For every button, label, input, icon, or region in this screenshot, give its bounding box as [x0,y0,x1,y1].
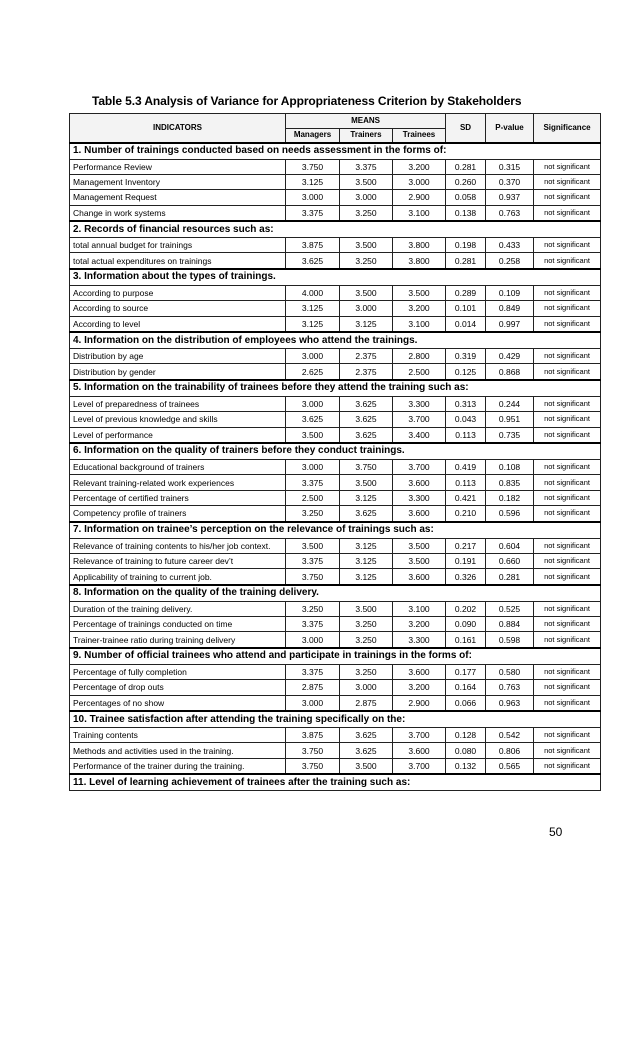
sd-cell: 0.421 [446,490,486,505]
section-title: 2. Records of financial resources such as: [70,221,601,238]
managers-mean-cell: 3.625 [286,253,340,269]
table-row [70,553,601,568]
trainers-mean-cell: 3.500 [340,758,393,774]
trainers-mean-cell: 3.375 [340,159,393,174]
significance-cell: not significant [534,680,601,695]
p-value-cell: 0.580 [486,664,534,679]
trainees-mean-cell: 3.200 [393,159,446,174]
sd-cell: 0.319 [446,349,486,364]
table-row [70,253,601,269]
table-row [70,285,601,300]
trainees-mean-cell: 3.700 [393,758,446,774]
table-row [70,617,601,632]
p-value-cell: 0.660 [486,553,534,568]
indicator-cell: Distribution by gender [70,364,286,380]
section-row [70,143,601,160]
managers-mean-cell: 3.375 [286,475,340,490]
indicator-cell: Percentage of trainings conducted on time [70,617,286,632]
p-value-cell: 0.763 [486,680,534,695]
trainers-mean-cell: 3.125 [340,316,393,332]
significance-cell: not significant [534,349,601,364]
sd-cell: 0.128 [446,728,486,743]
indicator-cell: total actual expenditures on trainings [70,253,286,269]
sd-cell: 0.113 [446,427,486,443]
significance-cell: not significant [534,427,601,443]
sd-cell: 0.326 [446,569,486,585]
managers-mean-cell: 3.250 [286,506,340,522]
indicator-cell: Applicability of training to current job. [70,569,286,585]
trainees-mean-cell: 3.700 [393,459,446,474]
trainers-mean-cell: 3.500 [340,238,393,253]
significance-cell: not significant [534,617,601,632]
significance-cell: not significant [534,553,601,568]
section-title: 8. Information on the quality of the training delivery. [70,585,601,602]
sd-cell: 0.058 [446,190,486,205]
trainees-mean-cell: 3.300 [393,490,446,505]
managers-mean-cell: 3.000 [286,459,340,474]
section-title: 5. Information on the trainability of trainees before they attend the training such as: [70,380,601,397]
managers-mean-cell: 3.250 [286,601,340,616]
managers-mean-cell: 3.125 [286,301,340,316]
significance-cell: not significant [534,490,601,505]
trainers-mean-cell: 3.500 [340,285,393,300]
trainees-mean-cell: 3.600 [393,475,446,490]
trainers-mean-cell: 3.125 [340,569,393,585]
trainees-mean-cell: 3.100 [393,316,446,332]
sd-cell: 0.113 [446,475,486,490]
section-title: 3. Information about the types of trainings. [70,269,601,286]
managers-mean-cell: 3.500 [286,427,340,443]
header-means: MEANS [286,114,446,129]
sd-cell: 0.101 [446,301,486,316]
trainers-mean-cell: 2.375 [340,364,393,380]
sd-cell: 0.210 [446,506,486,522]
trainees-mean-cell: 3.300 [393,632,446,648]
managers-mean-cell: 2.500 [286,490,340,505]
managers-mean-cell: 3.625 [286,412,340,427]
section-row [70,522,601,539]
trainers-mean-cell: 3.625 [340,427,393,443]
managers-mean-cell: 3.500 [286,538,340,553]
significance-cell: not significant [534,459,601,474]
p-value-cell: 0.258 [486,253,534,269]
sd-cell: 0.125 [446,364,486,380]
p-value-cell: 0.370 [486,174,534,189]
indicator-cell: Management Request [70,190,286,205]
p-value-cell: 0.937 [486,190,534,205]
trainees-mean-cell: 3.800 [393,238,446,253]
indicator-cell: According to level [70,316,286,332]
sd-cell: 0.066 [446,695,486,711]
managers-mean-cell: 3.875 [286,728,340,743]
table-body [70,143,601,791]
significance-cell: not significant [534,569,601,585]
managers-mean-cell: 3.375 [286,617,340,632]
trainees-mean-cell: 3.600 [393,743,446,758]
table-row [70,301,601,316]
trainees-mean-cell: 3.100 [393,601,446,616]
sd-cell: 0.138 [446,205,486,221]
p-value-cell: 0.596 [486,506,534,522]
trainers-mean-cell: 3.625 [340,743,393,758]
section-title: 1. Number of trainings conducted based on needs assessment in the forms of: [70,143,601,160]
indicator-cell: Performance Review [70,159,286,174]
sd-cell: 0.014 [446,316,486,332]
section-row [70,774,601,791]
indicator-cell: Relevance of training to future career dev’t [70,553,286,568]
trainees-mean-cell: 3.100 [393,205,446,221]
trainees-mean-cell: 3.800 [393,253,446,269]
trainers-mean-cell: 3.500 [340,475,393,490]
header-p-value: P-value [486,114,534,143]
table-caption: Table 5.3 Analysis of Variance for Appropriateness Criterion by Stakeholders [92,94,522,108]
sd-cell: 0.043 [446,412,486,427]
p-value-cell: 0.849 [486,301,534,316]
significance-cell: not significant [534,316,601,332]
trainers-mean-cell: 3.000 [340,190,393,205]
managers-mean-cell: 3.125 [286,316,340,332]
indicator-cell: Competency profile of trainers [70,506,286,522]
header-significance: Significance [534,114,601,143]
table-row [70,664,601,679]
indicator-cell: Training contents [70,728,286,743]
p-value-cell: 0.429 [486,349,534,364]
table-row [70,205,601,221]
sd-cell: 0.090 [446,617,486,632]
managers-mean-cell: 3.000 [286,396,340,411]
indicator-cell: Duration of the training delivery. [70,601,286,616]
trainees-mean-cell: 3.700 [393,412,446,427]
trainers-mean-cell: 3.250 [340,205,393,221]
header-trainers: Trainers [340,129,393,143]
trainers-mean-cell: 3.125 [340,490,393,505]
table-row [70,174,601,189]
p-value-cell: 0.604 [486,538,534,553]
significance-cell: not significant [534,174,601,189]
indicator-cell: Percentages of no show [70,695,286,711]
p-value-cell: 0.182 [486,490,534,505]
trainers-mean-cell: 3.625 [340,728,393,743]
sd-cell: 0.281 [446,159,486,174]
sd-cell: 0.281 [446,253,486,269]
sd-cell: 0.202 [446,601,486,616]
trainers-mean-cell: 2.375 [340,349,393,364]
indicator-cell: Percentage of fully completion [70,664,286,679]
table-row [70,238,601,253]
sd-cell: 0.419 [446,459,486,474]
table-row [70,506,601,522]
trainees-mean-cell: 2.900 [393,190,446,205]
indicator-cell: Level of preparedness of trainees [70,396,286,411]
significance-cell: not significant [534,538,601,553]
p-value-cell: 0.868 [486,364,534,380]
table-row [70,569,601,585]
managers-mean-cell: 3.125 [286,174,340,189]
trainees-mean-cell: 3.200 [393,301,446,316]
page-number: 50 [549,825,563,839]
indicator-cell: Management Inventory [70,174,286,189]
significance-cell: not significant [534,301,601,316]
anova-table [69,113,601,791]
table-row [70,632,601,648]
trainees-mean-cell: 3.000 [393,174,446,189]
table-row [70,396,601,411]
significance-cell: not significant [534,475,601,490]
managers-mean-cell: 3.750 [286,569,340,585]
table-row [70,743,601,758]
table-row [70,728,601,743]
indicator-cell: Percentage of certified trainers [70,490,286,505]
managers-mean-cell: 3.000 [286,190,340,205]
trainees-mean-cell: 3.500 [393,285,446,300]
significance-cell: not significant [534,364,601,380]
significance-cell: not significant [534,238,601,253]
sd-cell: 0.132 [446,758,486,774]
significance-cell: not significant [534,695,601,711]
significance-cell: not significant [534,190,601,205]
trainers-mean-cell: 3.625 [340,506,393,522]
managers-mean-cell: 3.750 [286,743,340,758]
p-value-cell: 0.884 [486,617,534,632]
managers-mean-cell: 4.000 [286,285,340,300]
sd-cell: 0.260 [446,174,486,189]
p-value-cell: 0.244 [486,396,534,411]
trainers-mean-cell: 3.250 [340,253,393,269]
p-value-cell: 0.108 [486,459,534,474]
table-row [70,538,601,553]
trainees-mean-cell: 3.600 [393,506,446,522]
p-value-cell: 0.598 [486,632,534,648]
table-row [70,159,601,174]
managers-mean-cell: 2.875 [286,680,340,695]
p-value-cell: 0.835 [486,475,534,490]
indicator-cell: Change in work systems [70,205,286,221]
sd-cell: 0.161 [446,632,486,648]
trainers-mean-cell: 3.125 [340,553,393,568]
section-row [70,711,601,728]
section-title: 7. Information on trainee’s perception on the relevance of trainings such as: [70,522,601,539]
section-row [70,269,601,286]
section-title: 4. Information on the distribution of employees who attend the trainings. [70,332,601,349]
trainees-mean-cell: 3.500 [393,538,446,553]
trainees-mean-cell: 2.900 [393,695,446,711]
managers-mean-cell: 3.375 [286,664,340,679]
header-trainees: Trainees [393,129,446,143]
section-title: 9. Number of official trainees who attend and participate in trainings in the forms of: [70,648,601,665]
section-row [70,648,601,665]
section-title: 10. Trainee satisfaction after attending the training specifically on the: [70,711,601,728]
indicator-cell: total annual budget for trainings [70,238,286,253]
significance-cell: not significant [534,412,601,427]
sd-cell: 0.080 [446,743,486,758]
trainers-mean-cell: 2.875 [340,695,393,711]
trainees-mean-cell: 2.500 [393,364,446,380]
indicator-cell: Trainer-trainee ratio during training delivery [70,632,286,648]
sd-cell: 0.289 [446,285,486,300]
managers-mean-cell: 3.000 [286,632,340,648]
p-value-cell: 0.315 [486,159,534,174]
significance-cell: not significant [534,159,601,174]
sd-cell: 0.313 [446,396,486,411]
trainees-mean-cell: 3.500 [393,553,446,568]
indicator-cell: Relevance of training contents to his/her job context. [70,538,286,553]
trainers-mean-cell: 3.000 [340,301,393,316]
trainees-mean-cell: 3.200 [393,617,446,632]
header-indicators: INDICATORS [70,114,286,143]
table-row [70,758,601,774]
indicator-cell: Methods and activities used in the training. [70,743,286,758]
indicator-cell: Distribution by age [70,349,286,364]
section-title: 6. Information on the quality of trainers before they conduct trainings. [70,443,601,460]
p-value-cell: 0.963 [486,695,534,711]
indicator-cell: Relevant training-related work experiences [70,475,286,490]
indicator-cell: According to source [70,301,286,316]
table-row [70,475,601,490]
managers-mean-cell: 2.625 [286,364,340,380]
section-row [70,585,601,602]
table-row [70,316,601,332]
significance-cell: not significant [534,728,601,743]
trainers-mean-cell: 3.500 [340,601,393,616]
trainees-mean-cell: 2.800 [393,349,446,364]
p-value-cell: 0.763 [486,205,534,221]
trainers-mean-cell: 3.000 [340,680,393,695]
table-row [70,490,601,505]
p-value-cell: 0.951 [486,412,534,427]
p-value-cell: 0.281 [486,569,534,585]
section-title: 11. Level of learning achievement of trainees after the training such as: [70,774,601,791]
table-row [70,364,601,380]
p-value-cell: 0.109 [486,285,534,300]
section-row [70,443,601,460]
sd-cell: 0.164 [446,680,486,695]
table-row [70,601,601,616]
managers-mean-cell: 3.875 [286,238,340,253]
managers-mean-cell: 3.750 [286,159,340,174]
trainers-mean-cell: 3.125 [340,538,393,553]
p-value-cell: 0.806 [486,743,534,758]
table-row [70,412,601,427]
p-value-cell: 0.735 [486,427,534,443]
p-value-cell: 0.997 [486,316,534,332]
significance-cell: not significant [534,253,601,269]
sd-cell: 0.198 [446,238,486,253]
indicator-cell: Level of previous knowledge and skills [70,412,286,427]
section-row [70,221,601,238]
indicator-cell: Level of performance [70,427,286,443]
table-row [70,190,601,205]
p-value-cell: 0.542 [486,728,534,743]
indicator-cell: According to purpose [70,285,286,300]
table-row [70,459,601,474]
header-managers: Managers [286,129,340,143]
table-row [70,695,601,711]
trainees-mean-cell: 3.600 [393,664,446,679]
sd-cell: 0.191 [446,553,486,568]
managers-mean-cell: 3.375 [286,553,340,568]
significance-cell: not significant [534,506,601,522]
p-value-cell: 0.565 [486,758,534,774]
indicator-cell: Performance of the trainer during the training. [70,758,286,774]
sd-cell: 0.177 [446,664,486,679]
trainees-mean-cell: 3.600 [393,569,446,585]
trainers-mean-cell: 3.750 [340,459,393,474]
trainers-mean-cell: 3.250 [340,632,393,648]
trainees-mean-cell: 3.200 [393,680,446,695]
managers-mean-cell: 3.000 [286,349,340,364]
table-row [70,427,601,443]
sd-cell: 0.217 [446,538,486,553]
significance-cell: not significant [534,632,601,648]
trainers-mean-cell: 3.625 [340,396,393,411]
significance-cell: not significant [534,758,601,774]
trainers-mean-cell: 3.250 [340,617,393,632]
section-row [70,380,601,397]
trainees-mean-cell: 3.400 [393,427,446,443]
section-row [70,332,601,349]
significance-cell: not significant [534,205,601,221]
managers-mean-cell: 3.375 [286,205,340,221]
p-value-cell: 0.525 [486,601,534,616]
trainers-mean-cell: 3.250 [340,664,393,679]
table-row [70,680,601,695]
significance-cell: not significant [534,396,601,411]
table-row [70,349,601,364]
trainers-mean-cell: 3.625 [340,412,393,427]
trainees-mean-cell: 3.700 [393,728,446,743]
header-sd: SD [446,114,486,143]
trainers-mean-cell: 3.500 [340,174,393,189]
significance-cell: not significant [534,601,601,616]
managers-mean-cell: 3.750 [286,758,340,774]
trainees-mean-cell: 3.300 [393,396,446,411]
significance-cell: not significant [534,285,601,300]
indicator-cell: Educational background of trainers [70,459,286,474]
indicator-cell: Percentage of drop outs [70,680,286,695]
managers-mean-cell: 3.000 [286,695,340,711]
significance-cell: not significant [534,664,601,679]
significance-cell: not significant [534,743,601,758]
p-value-cell: 0.433 [486,238,534,253]
